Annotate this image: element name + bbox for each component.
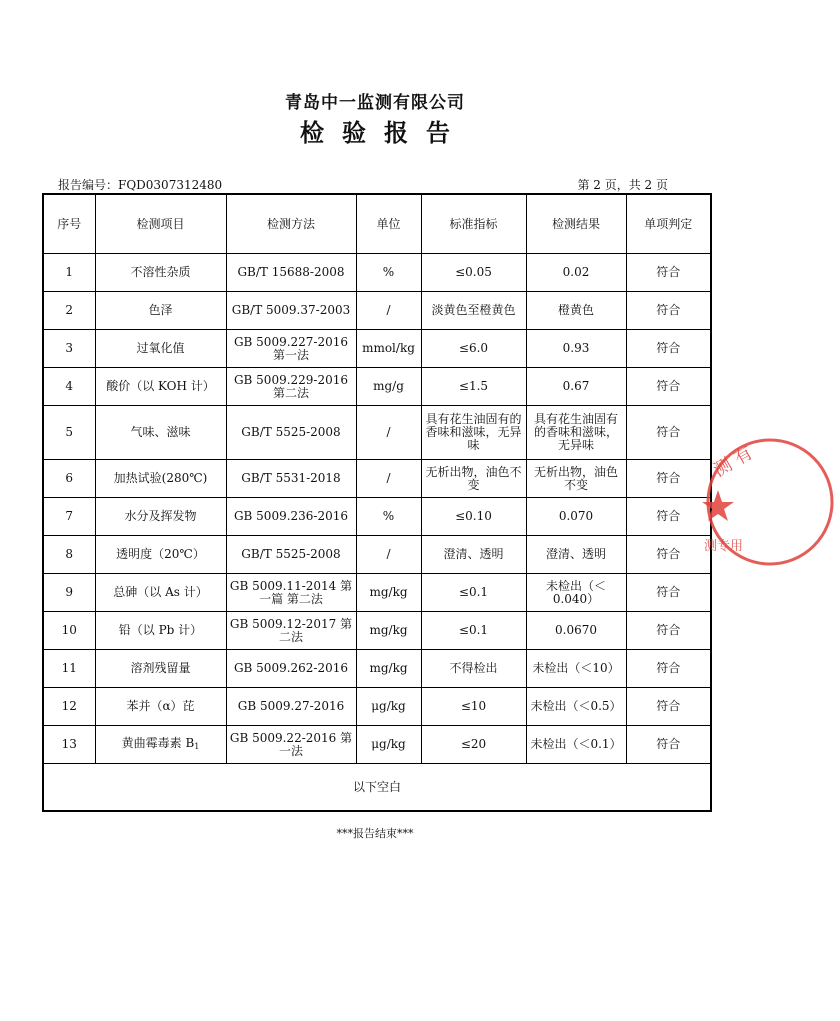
cell-result: 具有花生油固有的香味和滋味，无异味 bbox=[526, 406, 626, 460]
cell-method: GB 5009.227-2016 第一法 bbox=[226, 330, 356, 368]
svg-text:测 有: 测 有 bbox=[709, 442, 757, 482]
cell-unit: μg/kg bbox=[356, 726, 421, 764]
table-row bbox=[43, 574, 711, 612]
cell-standard: 不得检出 bbox=[421, 650, 526, 688]
cell-method: GB 5009.229-2016 第二法 bbox=[226, 368, 356, 406]
cell-no: 8 bbox=[43, 536, 95, 574]
table-row bbox=[43, 650, 711, 688]
cell-unit: / bbox=[356, 406, 421, 460]
cell-result: 未检出（＜0.5） bbox=[526, 688, 626, 726]
cell-verdict: 符合 bbox=[626, 650, 711, 688]
cell-method: GB/T 5525-2008 bbox=[226, 536, 356, 574]
cell-unit: mg/g bbox=[356, 368, 421, 406]
report-end-mark: ***报告结束*** bbox=[336, 827, 414, 840]
cell-result: 未检出（＜10） bbox=[526, 650, 626, 688]
cell-item: 色泽 bbox=[95, 292, 226, 330]
table-row bbox=[43, 406, 711, 460]
table-row bbox=[43, 498, 711, 536]
cell-verdict: 符合 bbox=[626, 406, 711, 460]
cell-no: 7 bbox=[43, 498, 95, 536]
cell-no: 1 bbox=[43, 254, 95, 292]
cell-item: 过氧化值 bbox=[95, 330, 226, 368]
cell-verdict: 符合 bbox=[626, 292, 711, 330]
cell-item: 不溶性杂质 bbox=[95, 254, 226, 292]
table-row bbox=[43, 368, 711, 406]
cell-verdict: 符合 bbox=[626, 688, 711, 726]
cell-result: 0.93 bbox=[526, 330, 626, 368]
cell-standard: ≤10 bbox=[421, 688, 526, 726]
table-row bbox=[43, 536, 711, 574]
cell-unit: % bbox=[356, 498, 421, 536]
col-header-no: 序号 bbox=[43, 194, 95, 254]
cell-verdict: 符合 bbox=[626, 536, 711, 574]
cell-result: 澄清、透明 bbox=[526, 536, 626, 574]
company-name: 青岛中一监测有限公司 bbox=[285, 93, 465, 113]
table-header-row bbox=[43, 194, 711, 254]
cell-verdict: 符合 bbox=[626, 368, 711, 406]
table-row bbox=[43, 460, 711, 498]
cell-item: 透明度（20℃） bbox=[95, 536, 226, 574]
results-table bbox=[42, 193, 712, 812]
col-header-method: 检测方法 bbox=[226, 194, 356, 254]
cell-standard: ≤0.05 bbox=[421, 254, 526, 292]
cell-verdict: 符合 bbox=[626, 254, 711, 292]
blank-below-note: 以下空白 bbox=[43, 764, 711, 812]
report-title: 检验报告 bbox=[300, 118, 468, 147]
cell-method: GB/T 5531-2018 bbox=[226, 460, 356, 498]
col-header-standard: 标准指标 bbox=[421, 194, 526, 254]
cell-item: 溶剂残留量 bbox=[95, 650, 226, 688]
col-header-item: 检测项目 bbox=[95, 194, 226, 254]
col-header-unit: 单位 bbox=[356, 194, 421, 254]
table-row bbox=[43, 254, 711, 292]
cell-standard: ≤0.10 bbox=[421, 498, 526, 536]
table-row bbox=[43, 330, 711, 368]
table-row bbox=[43, 726, 711, 764]
cell-result: 0.0670 bbox=[526, 612, 626, 650]
cell-standard: 无析出物，油色不变 bbox=[421, 460, 526, 498]
cell-item: 加热试验(280℃) bbox=[95, 460, 226, 498]
cell-unit: mg/kg bbox=[356, 574, 421, 612]
cell-standard: ≤0.1 bbox=[421, 574, 526, 612]
cell-standard: 淡黄色至橙黄色 bbox=[421, 292, 526, 330]
cell-unit: / bbox=[356, 292, 421, 330]
cell-method: GB 5009.22-2016 第一法 bbox=[226, 726, 356, 764]
cell-no: 9 bbox=[43, 574, 95, 612]
cell-verdict: 符合 bbox=[626, 574, 711, 612]
cell-method: GB/T 5009.37-2003 bbox=[226, 292, 356, 330]
cell-item: 苯并（α）芘 bbox=[95, 688, 226, 726]
svg-text:测专用: 测专用 bbox=[704, 539, 744, 554]
cell-verdict: 符合 bbox=[626, 498, 711, 536]
cell-result: 未检出（＜0.1） bbox=[526, 726, 626, 764]
table-row bbox=[43, 292, 711, 330]
col-header-verdict: 单项判定 bbox=[626, 194, 711, 254]
cell-item-text: 黄曲霉毒素 B bbox=[121, 735, 195, 750]
cell-unit: / bbox=[356, 460, 421, 498]
cell-method: GB 5009.27-2016 bbox=[226, 688, 356, 726]
cell-no: 4 bbox=[43, 368, 95, 406]
cell-unit: mg/kg bbox=[356, 650, 421, 688]
cell-verdict: 符合 bbox=[626, 330, 711, 368]
cell-method: GB/T 5525-2008 bbox=[226, 406, 356, 460]
page-info: 第 2 页，共 2 页 bbox=[577, 178, 668, 192]
cell-method: GB 5009.12-2017 第二法 bbox=[226, 612, 356, 650]
table-row bbox=[43, 688, 711, 726]
table-footer-row bbox=[43, 764, 711, 812]
cell-standard: ≤20 bbox=[421, 726, 526, 764]
cell-method: GB/T 15688-2008 bbox=[226, 254, 356, 292]
cell-result: 未检出（＜0.040） bbox=[526, 574, 626, 612]
official-seal bbox=[700, 432, 840, 572]
cell-item bbox=[95, 726, 226, 764]
cell-standard: ≤6.0 bbox=[421, 330, 526, 368]
cell-result: 无析出物，油色不变 bbox=[526, 460, 626, 498]
cell-unit: / bbox=[356, 536, 421, 574]
cell-unit: mg/kg bbox=[356, 612, 421, 650]
cell-method: GB 5009.236-2016 bbox=[226, 498, 356, 536]
cell-standard: ≤1.5 bbox=[421, 368, 526, 406]
cell-method: GB 5009.262-2016 bbox=[226, 650, 356, 688]
cell-item: 气味、滋味 bbox=[95, 406, 226, 460]
cell-result: 0.67 bbox=[526, 368, 626, 406]
cell-method: GB 5009.11-2014 第一篇 第二法 bbox=[226, 574, 356, 612]
table-row bbox=[43, 612, 711, 650]
cell-no: 11 bbox=[43, 650, 95, 688]
cell-item-subscript: 1 bbox=[194, 741, 200, 751]
cell-item: 酸价（以 KOH 计） bbox=[95, 368, 226, 406]
cell-result: 橙黄色 bbox=[526, 292, 626, 330]
cell-no: 3 bbox=[43, 330, 95, 368]
cell-standard: 具有花生油固有的香味和滋味，无异味 bbox=[421, 406, 526, 460]
cell-result: 0.070 bbox=[526, 498, 626, 536]
cell-no: 6 bbox=[43, 460, 95, 498]
col-header-result: 检测结果 bbox=[526, 194, 626, 254]
cell-no: 13 bbox=[43, 726, 95, 764]
cell-verdict: 符合 bbox=[626, 460, 711, 498]
cell-unit: μg/kg bbox=[356, 688, 421, 726]
cell-unit: mmol/kg bbox=[356, 330, 421, 368]
cell-standard: ≤0.1 bbox=[421, 612, 526, 650]
cell-no: 2 bbox=[43, 292, 95, 330]
cell-no: 12 bbox=[43, 688, 95, 726]
cell-item: 水分及挥发物 bbox=[95, 498, 226, 536]
cell-standard: 澄清、透明 bbox=[421, 536, 526, 574]
cell-result: 0.02 bbox=[526, 254, 626, 292]
cell-no: 5 bbox=[43, 406, 95, 460]
cell-verdict: 符合 bbox=[626, 726, 711, 764]
cell-no: 10 bbox=[43, 612, 95, 650]
cell-item: 铅（以 Pb 计） bbox=[95, 612, 226, 650]
cell-item: 总砷（以 As 计） bbox=[95, 574, 226, 612]
cell-unit: % bbox=[356, 254, 421, 292]
report-number: 报告编号：FQD0307312480 bbox=[58, 178, 223, 192]
cell-verdict: 符合 bbox=[626, 612, 711, 650]
